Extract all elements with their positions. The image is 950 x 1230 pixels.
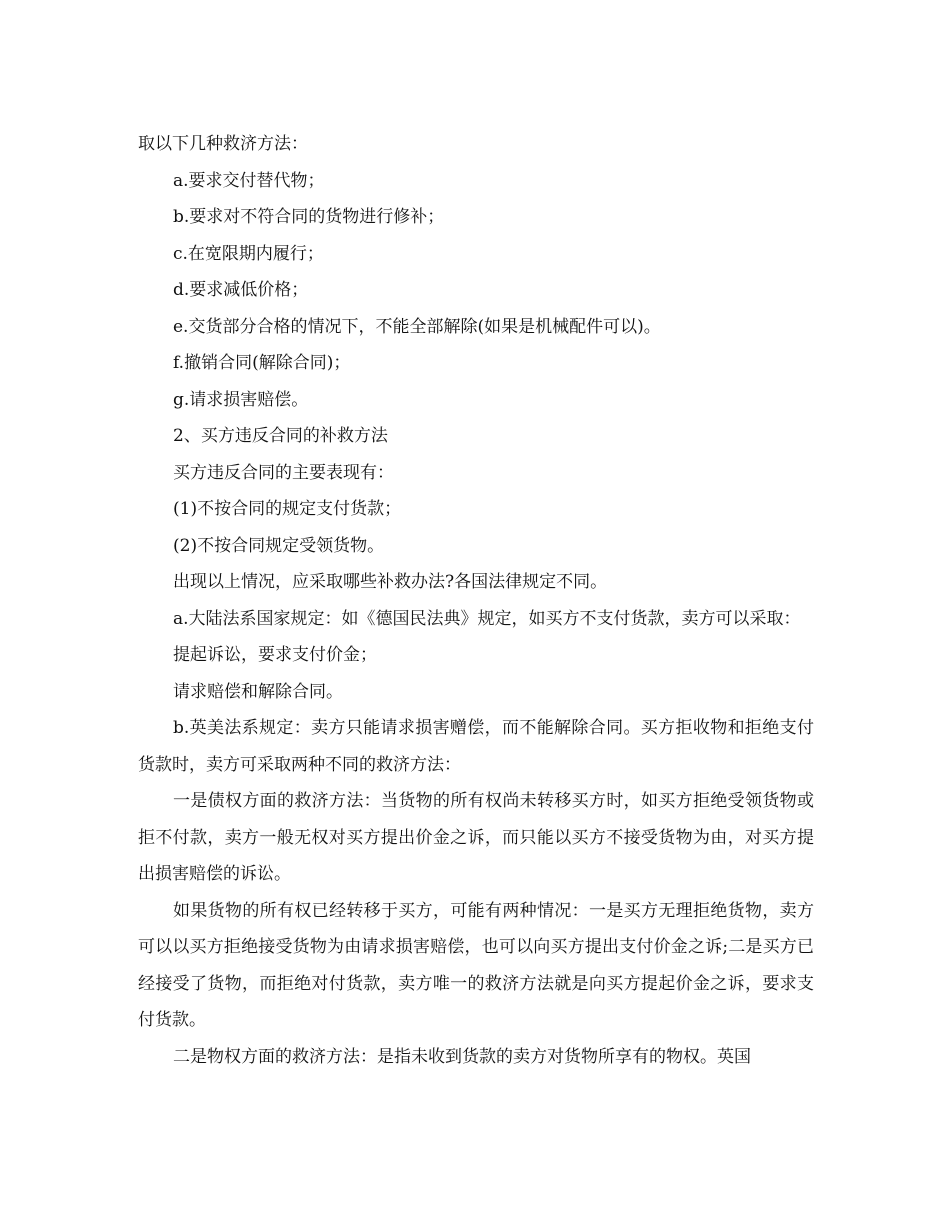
section-heading: 2、买方违反合同的补救方法 bbox=[173, 426, 388, 446]
list-item: a.要求交付替代物； bbox=[173, 170, 325, 191]
paragraph: 取以下几种救济方法： bbox=[138, 134, 308, 154]
document-page bbox=[138, 126, 814, 1075]
paragraph: 提起诉讼，要求支付价金； bbox=[173, 645, 377, 665]
list-item: b.要求对不符合同的货物进行修补； bbox=[173, 207, 445, 227]
list-item: e.交货部分合格的情况下，不能全部解除(如果是机械配件可以)。 bbox=[173, 316, 661, 337]
list-item: f.撤销合同(解除合同)； bbox=[173, 353, 351, 373]
list-item: c.在宽限期内履行； bbox=[173, 243, 324, 264]
list-item: d.要求减低价格； bbox=[173, 280, 309, 300]
paragraph: a.大陆法系国家规定：如《德国民法典》规定，如买方不支付货款，卖方可以采取： bbox=[173, 608, 801, 629]
paragraph: 买方违反合同的主要表现有： bbox=[173, 462, 394, 483]
paragraph: b.英美法系规定：卖方只能请求损害赠偿，而不能解除合同。买方拒收物和拒绝支付货款时，卖方可采取两种不同的救济方法： bbox=[138, 718, 814, 775]
paragraph: 出现以上情况，应采取哪些补救办法?各国法律规定不同。 bbox=[173, 572, 608, 592]
paragraph: 如果货物的所有权已经转移于买方，可能有两种情况：一是买方无理拒绝货物，卖方可以以买方拒绝接受货物为由请求损害赔偿，也可以向买方提出支付价金之诉;二是买方已经接受了货物，而拒绝对付货款，卖方唯一的救济方法就是向买方提起价金之诉，要求支付货款。 bbox=[138, 900, 814, 1030]
paragraph: 请求赔偿和解除合同。 bbox=[173, 681, 343, 702]
paragraph: 一是债权方面的救济方法：当货物的所有权尚未转移买方时，如买方拒绝受领货物或拒不付款，卖方一般无权对买方提出价金之诉，而只能以买方不接受货物为由，对买方提出损害赔偿的诉讼。 bbox=[138, 791, 814, 884]
list-item: (2)不按合同规定受领货物。 bbox=[173, 535, 385, 556]
list-item: (1)不按合同的规定支付货款； bbox=[173, 499, 402, 519]
list-item: g.请求损害赔偿。 bbox=[173, 389, 309, 410]
paragraph: 二是物权方面的救济方法：是指未收到货款的卖方对货物所享有的物权。英国 bbox=[173, 1046, 751, 1067]
